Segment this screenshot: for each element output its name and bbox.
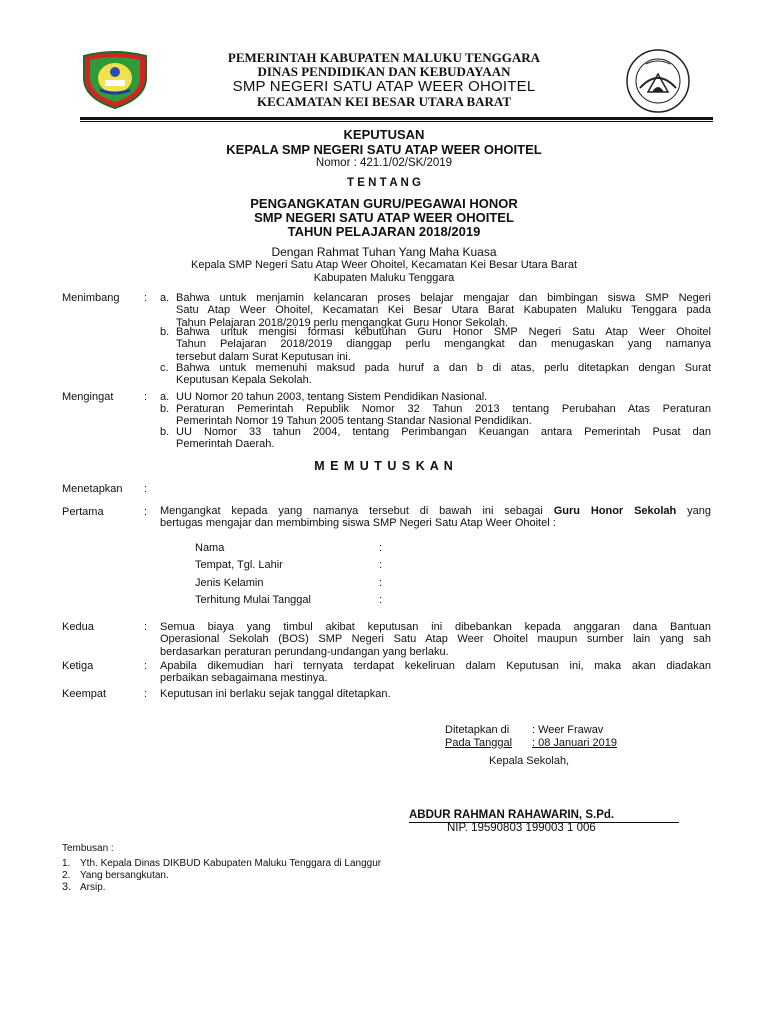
text-line: Pemerintah Daerah.: [176, 438, 275, 451]
signer-role: Kepala Sekolah,: [489, 755, 570, 767]
text-line: UU Nomor 20 tahun 2003, tentang Sistem Pendidikan Nasional.: [176, 391, 488, 403]
pertama-colon: :: [144, 506, 148, 518]
regency-line: Kabupaten Maluku Tenggara: [313, 272, 455, 284]
field-gender: Jenis Kelamin: [195, 577, 264, 589]
menimbang-a-letter: a.: [160, 292, 170, 304]
text-line: UU Nomor 33 tahun 2004, tentang Perimbangan Keuangan antara Pemerintah Pusat dan: [176, 426, 711, 438]
ditetapkan-value: : Weer Frawav: [532, 724, 604, 736]
text-line: Operasional Sekolah (BOS) SMP Negeri Satu Atap Weer Ohoitel maupun sumber lain yang sah: [160, 633, 711, 646]
menimbang-b-text: [176, 326, 711, 363]
signer-name: ABDUR RAHMAN RAHAWARIN, S.Pd.: [409, 809, 615, 821]
ketiga-colon: :: [144, 660, 148, 672]
menimbang-c-text: [176, 362, 711, 387]
text-line: Tahun Pelajaran 2018/2019 perlu mengangkat Guru Honor Sekolah.: [176, 316, 509, 329]
text-line: Apabila dikemudian hari ternyata terdapat kekeliruan dalam Keputusan ini, maka akan diadakan: [160, 660, 711, 672]
pertama-line-2: bertugas mengajar dan membimbing siswa SMP Negeri Satu Atap Weer Ohoitel :: [160, 517, 556, 530]
menimbang-b-letter: b.: [160, 326, 170, 338]
field-nama: Nama: [195, 542, 225, 554]
menimbang-c-letter: c.: [160, 362, 169, 374]
field-birth-colon: :: [379, 559, 383, 571]
mengingat-b2-text: [176, 426, 711, 451]
header-government: PEMERINTAH KABUPATEN MALUKU TENGGARA: [227, 50, 541, 65]
mengingat-b-text: [176, 403, 711, 428]
tembusan-2-num: 2.: [62, 870, 71, 881]
doc-title: KEPUTUSAN: [343, 127, 425, 142]
kedua-colon: :: [144, 621, 148, 633]
memutuskan-heading: M E M U T U S K A N: [314, 459, 454, 473]
field-birth: Tempat, Tgl. Lahir: [195, 559, 283, 571]
kedua-label: Kedua: [62, 621, 94, 633]
ketiga-text: [160, 660, 711, 685]
keempat-colon: :: [144, 688, 148, 700]
mengingat-label: Mengingat: [62, 391, 114, 403]
text-line: tersebut dalam Surat Keputusan ini.: [176, 350, 351, 363]
tembusan-label: Tembusan :: [62, 843, 114, 854]
tembusan-1-text: Yth. Kepala Dinas DIKBUD Kabupaten Maluku Tenggara di Langgur: [80, 858, 382, 869]
subject-line-2: SMP NEGERI SATU ATAP WEER OHOITEL: [254, 210, 514, 225]
mengingat-colon: :: [144, 391, 148, 403]
keempat-label: Keempat: [62, 688, 107, 700]
text-line: Pemerintah Nomor 19 Tahun 2005 tentang Standar Nasional Pendidikan.: [176, 415, 532, 428]
text-span: Mengangkat kepada yang namanya tersebut di bawah ini sebagai: [160, 505, 554, 517]
tembusan-1-num: 1.: [62, 858, 71, 869]
text-span: yang: [676, 505, 711, 517]
field-nama-colon: :: [379, 542, 383, 554]
header-school-name: SMP NEGERI SATU ATAP WEER OHOITEL: [232, 78, 536, 95]
menimbang-label: Menimbang: [62, 292, 120, 304]
text-line: Bahwa untuk memenuhi maksud pada huruf a dan b di atas, perlu ditetapkan dengan Surat: [176, 362, 711, 374]
header-divider-thin: [80, 121, 713, 122]
tembusan-3-num: 3.: [62, 881, 72, 893]
signer-nip: NIP. 19590803 199003 1 006: [447, 822, 596, 834]
issuer-line: Kepala SMP Negeri Satu Atap Weer Ohoitel, Kecamatan Kei Besar Utara Barat: [190, 259, 578, 271]
mengingat-b2-letter: b.: [160, 426, 170, 438]
tembusan-3-text: Arsip.: [80, 882, 106, 893]
subject-line-3: TAHUN PELAJARAN 2018/2019: [287, 224, 481, 239]
menetapkan-colon: :: [144, 483, 148, 495]
text-line: Keputusan Kepala Sekolah.: [176, 374, 312, 387]
pertama-label: Pertama: [62, 506, 104, 518]
text-line: Satu Atap Weer Ohoitel, Kecamatan Kei Besar Utara Barat Kabupaten Maluku Tenggara pada: [176, 304, 711, 317]
doc-number: Nomor : 421.1/02/SK/2019: [315, 157, 453, 169]
tanggal-value: : 08 Januari 2019: [532, 737, 618, 749]
ditetapkan-label: Ditetapkan di: [445, 724, 510, 736]
text-line: Bahwa untuk menjamin kelancaran proses belajar mengajar dan bimbingan siswa SMP Negeri: [176, 292, 711, 304]
mengingat-b-letter: b.: [160, 403, 170, 415]
text-line: Tahun Pelajaran 2018/2019 dianggap perlu mengangkat dan menugaskan yang namanya: [176, 338, 711, 351]
doc-issuer: KEPALA SMP NEGERI SATU ATAP WEER OHOITEL: [226, 142, 542, 157]
ketiga-label: Ketiga: [62, 660, 94, 672]
pertama-line-1: [160, 505, 711, 517]
tentang-heading: T E N T A N G: [347, 177, 421, 189]
menimbang-a-text: [176, 292, 711, 329]
text-line: Keputusan ini berlaku sejak tanggal ditetapkan.: [160, 688, 391, 700]
blessing-line: Dengan Rahmat Tuhan Yang Maha Kuasa: [271, 245, 497, 259]
kedua-text: [160, 621, 711, 658]
mengingat-a-text: [176, 391, 711, 403]
text-line: perbaikan sebagaimana mestinya.: [160, 672, 328, 685]
pertama-text: [160, 505, 711, 530]
menetapkan-label: Menetapkan: [62, 483, 123, 495]
field-start-date-colon: :: [379, 594, 383, 606]
keempat-text: [160, 688, 711, 700]
field-start-date: Terhitung Mulai Tanggal: [195, 594, 311, 606]
tembusan-2-text: Yang bersangkutan.: [80, 870, 169, 881]
text-line: berdasarkan peraturan perundang-undangan yang berlaku.: [160, 645, 449, 658]
text-line: Bahwa untuk mengisi formasi kebutuhan Guru Honor SMP Negeri Satu Atap Weer Ohoitel: [176, 326, 711, 338]
header-department: DINAS PENDIDIKAN DAN KEBUDAYAAN: [257, 64, 511, 79]
field-gender-colon: :: [379, 577, 383, 589]
text-line: Semua biaya yang timbul akibat keputusan ini dibebankan kepada anggaran dana Bantuan: [160, 621, 711, 633]
mengingat-a-letter: a.: [160, 391, 170, 403]
tanggal-label: Pada Tanggal: [445, 737, 513, 749]
subject-line-1: PENGANGKATAN GURU/PEGAWAI HONOR: [250, 196, 518, 211]
text-line: Peraturan Pemerintah Republik Nomor 32 Tahun 2013 tentang Perubahan Atas Peraturan: [176, 403, 711, 415]
header-divider-thick: [80, 117, 713, 120]
guru-honor-emphasis: Guru Honor Sekolah: [553, 505, 677, 517]
menimbang-colon: :: [144, 292, 148, 304]
header-district: KECAMATAN KEI BESAR UTARA BARAT: [256, 94, 511, 109]
